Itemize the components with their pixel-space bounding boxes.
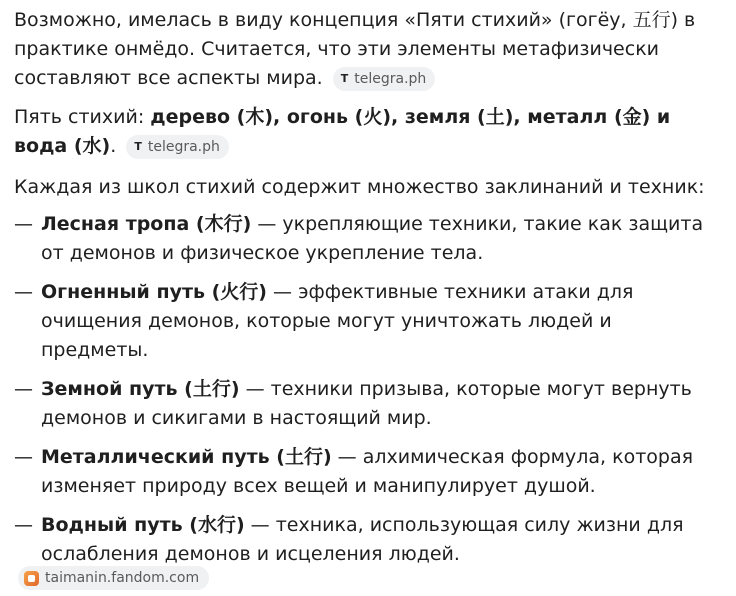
list-item (14, 375, 722, 433)
list-item (14, 210, 722, 268)
source-chip-telegraph-1[interactable] (333, 67, 436, 91)
list-item-title: Огненный путь (火行) (41, 281, 267, 303)
list-item-desc: — техника, использующая силу жизни для ослабления демонов и исцеления людей. (41, 514, 684, 565)
source-chip-telegraph-2[interactable] (126, 135, 229, 159)
list-dash: — (14, 213, 33, 235)
paragraph-elements-bold: дерево (木), огонь (火), земля (土), металл (金) и вода (水) (14, 106, 671, 157)
paragraph-elements-tail: . (110, 135, 117, 157)
schools-list (14, 210, 722, 569)
list-dash: — (14, 446, 33, 468)
list-item-desc: — укрепляющие техники, такие как защита от демонов и физическое укрепление тела. (41, 213, 704, 264)
source-chip-label: telegra.ph (147, 139, 220, 155)
list-item (14, 278, 722, 365)
list-item-title: Металлический путь (土行) (41, 446, 332, 468)
list-item-desc: — техники призыва, которые могут вернуть демонов и сикигами в настоящий мир. (41, 378, 692, 429)
telegraph-icon: T (134, 140, 142, 153)
list-item (14, 511, 722, 569)
paragraph-elements (14, 103, 722, 161)
paragraph-elements-lead: Пять стихий: (14, 106, 151, 128)
telegraph-icon: T (340, 72, 349, 85)
list-item-title: Земной путь (土行) (41, 378, 240, 400)
list-item-title: Водный путь (水行) (41, 514, 245, 536)
paragraph-intro (14, 6, 722, 93)
paragraph-schools: Каждая из школ стихий содержит множество заклинаний и техник: (14, 176, 705, 198)
list-item-desc: — эффективные техники атаки для очищения демонов, которые могут уничтожать людей и предметы. (41, 281, 634, 361)
paragraph-intro-text: Возможно, имелась в виду концепция «Пяти стихий» (гогёу, 五行) в практике онмёдо. Считается, что эти элементы метафизически составляют все аспекты мира. (14, 9, 696, 89)
source-chip-label: taimanin.fandom.com (45, 570, 200, 586)
source-chip-fandom[interactable] (18, 566, 209, 590)
list-item-desc: — алхимическая формула, которая изменяет природу всех вещей и манипулирует душой. (41, 446, 694, 497)
list-dash: — (14, 281, 33, 303)
fandom-icon (24, 571, 39, 586)
list-item (14, 443, 722, 501)
list-dash: — (14, 514, 33, 536)
list-item-title: Лесная тропа (木行) (41, 213, 252, 235)
list-dash: — (14, 378, 33, 400)
source-chip-label: telegra.ph (354, 71, 427, 87)
